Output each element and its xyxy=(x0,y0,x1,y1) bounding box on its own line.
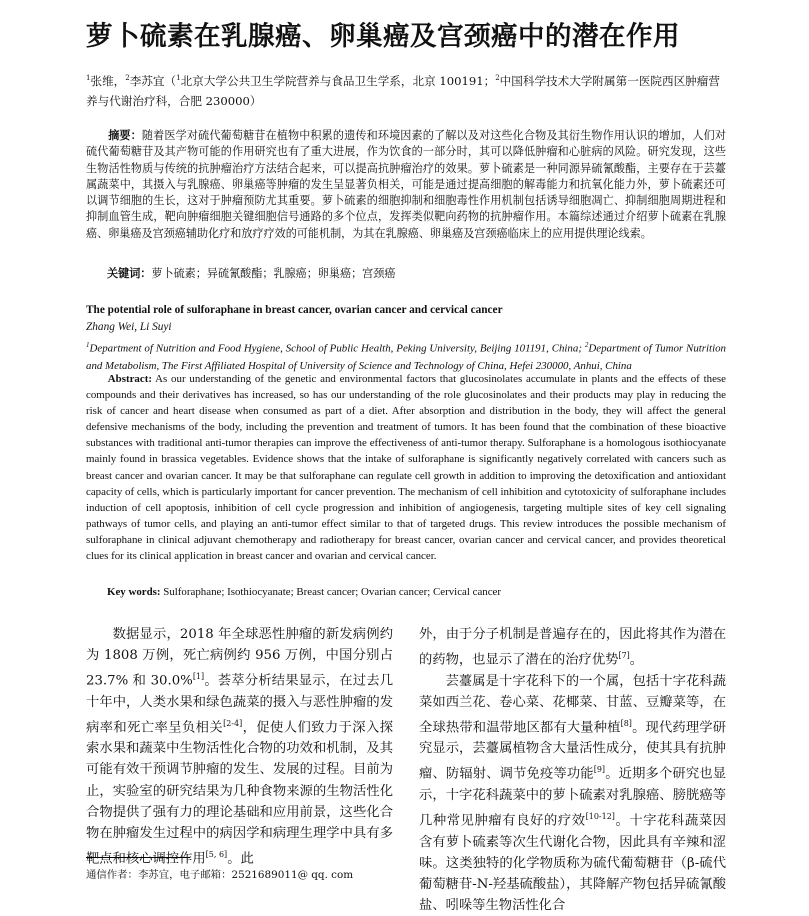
english-affiliations xyxy=(86,337,726,375)
english-title: The potential role of sulforaphane in breast cancer, ovarian cancer and cervical cancer xyxy=(86,304,503,316)
body-text: 数据显示，2018 年全球恶性肿瘤的新发病例约为 1808 万例，死亡病例约 956 万例，中国分别占 23.7% 和 30.0% xyxy=(86,627,393,689)
english-authors: Zhang Wei, Li Suyi xyxy=(86,321,172,333)
keywords-cn-label: 关键词： xyxy=(107,267,152,280)
author-sup: 2 xyxy=(125,74,130,82)
author-name: 张维， xyxy=(90,73,126,88)
body-text: 。荟萃分析结果显示，在过去几十年中，人类水果和绿色蔬菜的摄入与恶性肿瘤的发病率和死亡率呈负相关 xyxy=(86,673,394,736)
body-column-left xyxy=(86,624,394,867)
citation: [7] xyxy=(618,651,630,661)
abstract-en-text: As our understanding of the genetic and environmental factors that glucosinolates accumulate in plants and the effects of these compounds and their derivatives has increased, so has our understanding of the role glucosinolates and their products may play in reducing the risk of cancer and heart disease when consumed as part of a diet. After absorption and distribution in the body, they will affect the general defensive mechanisms of the body, including the prevention and treatment of tumors. It has been found that the combination of these bioactive substances with traditional anti-tumor therapies can improve the effectiveness of anti-tumor therapy. Sulforaphane is a homologous isothiocyanate mainly found in brassica vegetables. Evidence shows that the intake of sulforaphane is significantly negatively correlated with cancers such as breast cancer and ovarian cancer. It may be that sulforaphane can regulate cell growth in addition to improving the detoxification and antioxidant capacity of cells, which is particularly important for cancer prevention. The mechanism of cell inhibition and cytotoxicity of sulforaphane includes induction of cell apoptosis, inhibition of cell cycle progression and inhibition of angiogenesis, targeting multiple sites of key cell signaling pathways of tumor cells, and playing an anti-tumor effect similar to that of targeted drugs. This review introduces the possible mechanism of sulforaphane in clinical adjuvant chemotherapy and radiotherapy for breast cancer, ovarian cancer and cervical cancer, and provides theoretical clues for its clinical application in breast cancer and ovarian and cervical cancer. xyxy=(86,373,726,563)
body-text: ，促使人们致力于深入探索水果和蔬菜中生物活性化合物的功效和机制，及其可能有效干预调节肿瘤的发生、发展的过程。目前为止，实验室的研究结果为几种食物来源的生物活性化合物提供了强有力的理论基础和应用前景，这些化合物在肿瘤发生过程中的病因学和病理生理学中具有多靶点和核心调控作用 xyxy=(86,720,394,867)
affiliation-sup: 2 xyxy=(584,341,589,349)
citation: [9] xyxy=(593,765,606,775)
author-sup: 1 xyxy=(86,74,91,82)
body-text: 芸薹属是十字花科下的一个属，包括十字花科蔬菜如西兰花、卷心菜、花椰菜、甘蓝、豆瓣菜等，在全球热带和温带地区都有大量种植 xyxy=(419,673,726,736)
affiliation-sup: 1 xyxy=(86,341,90,349)
affiliation-text: 北京大学公共卫生学院营养与食品卫生学系，北京 100191； xyxy=(180,73,496,88)
citation: [5, 6] xyxy=(205,849,228,859)
affiliation-sup: 1 xyxy=(176,74,181,82)
body-text: 。 xyxy=(629,652,644,668)
body-text: 。此 xyxy=(227,851,254,867)
keywords-en xyxy=(107,586,727,598)
abstract-en xyxy=(86,371,726,564)
affiliation-text: 中国科学技术大学附属第一医院西区肿瘤营养与代谢治疗科，合肥 230000） xyxy=(86,73,720,108)
keywords-cn-text: 萝卜硫素；异硫氰酸酯；乳腺癌；卵巢癌；宫颈癌 xyxy=(151,267,396,280)
body-paragraph xyxy=(419,671,726,916)
body-text: 。十字花科蔬菜因含有萝卜硫素等次生代谢化合物，因此具有辛辣和涩味。这类独特的化学物质称为硫代葡萄糖苷（β-硫代葡萄糖苷-N-羟基硫酸盐），其降解产物包括异硫氰酸盐、吲哚等生物活性化合 xyxy=(419,813,727,913)
body-text: 外，由于分子机制是普遍存在的，因此将其作为潜在的药物，也显示了潜在的治疗优势 xyxy=(419,627,726,668)
keywords-en-text: Sulforaphane; Isothiocyanate; Breast cancer; Ovarian cancer; Cervical cancer xyxy=(163,586,502,598)
abstract-en-label: Abstract: xyxy=(107,373,152,385)
citation: [2-4] xyxy=(223,718,243,728)
body-text: 。现代药理学研究显示，芸薹属植物含大量活性成分，使其具有抗肿瘤、防辐射、调节免疫等功能 xyxy=(419,720,727,782)
abstract-cn-text: 随着医学对硫代葡萄糖苷在植物中积累的遗传和环境因素的了解以及对这些化合物及其衍生物作用认识的增加，人们对硫代葡萄糖苷及其产物可能的作用研究也有了重大进展，作为饮食的一部分时，其可以降低肿瘤和心脏病的风险。研究发现，这些生物活性物质与传统的抗肿瘤治疗方法结合起来，可以提高抗肿瘤治疗的效果。萝卜硫素是一种同源异硫氰酸酯，主要存在于芸薹属蔬菜中，其摄入与乳腺癌、卵巢癌等肿瘤的发生呈显著负相关，可能是通过提高细胞的解毒能力和抗氧化能力外，萝卜硫素还可以调节细胞的生长，这对于肿瘤预防尤其重要。萝卜硫素的细胞抑制和细胞毒性作用机制包括诱导细胞凋亡、抑制细胞周期进程和抑制血管生成，靶向肿瘤细胞关键细胞信号通路的多个位点，发挥类似靶向药物的抗肿瘤作用。本篇综述通过介绍萝卜硫素在乳腺癌、卵巢癌及宫颈癌辅助化疗和放疗疗效的可能机制，为其在乳腺癌、卵巢癌及宫颈癌临床上的应用提供理论线索。 xyxy=(86,129,726,240)
citation: [8] xyxy=(620,718,632,728)
body-paragraph xyxy=(419,624,726,671)
affiliation-text: Department of Tumor Nutrition and Metabolism, The First Affiliated Hospital of University of Science and Technology of China, Hefei 230000, Anhui, China xyxy=(86,342,726,372)
citation: [10-12] xyxy=(585,812,615,822)
author-line xyxy=(86,68,726,111)
abstract-cn xyxy=(86,128,726,242)
affiliation-sup: 2 xyxy=(495,74,500,82)
footnote-divider xyxy=(86,857,190,858)
body-column-right xyxy=(419,624,727,913)
body-paragraph xyxy=(86,624,393,869)
affiliation-text: Department of Nutrition and Food Hygiene, School of Public Health, Peking University, Beijing 101191, China; xyxy=(89,342,585,355)
body-text: 。近期多个研究也显示，十字花科蔬菜中的萝卜硫素对乳腺癌、膀胱癌等几种常见肿瘤有良好的疗效 xyxy=(419,766,727,829)
citation: [1] xyxy=(192,672,205,682)
keywords-en-label: Key words: xyxy=(107,586,161,598)
paper-title: 萝卜硫素在乳腺癌、卵巢癌及宫颈癌中的潜在作用 xyxy=(86,21,680,52)
author-name: 李苏宜（ xyxy=(129,73,177,88)
abstract-cn-label: 摘要： xyxy=(108,129,142,142)
corresponding-author-footnote: 通信作者：李苏宜，电子邮箱：2521689011@ qq. com xyxy=(86,869,354,881)
keywords-cn xyxy=(107,265,727,281)
